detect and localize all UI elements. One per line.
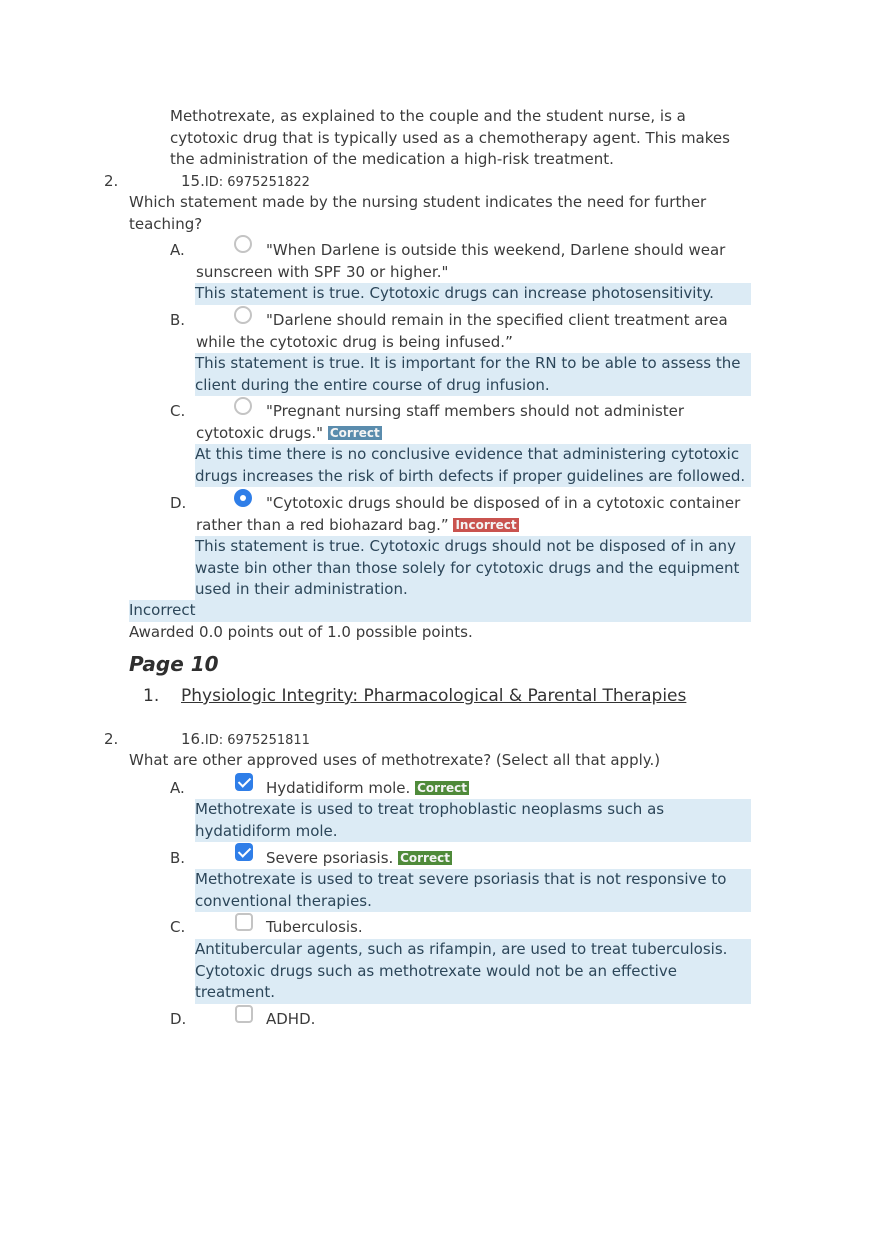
feedback-line: Antitubercular agents, such as rifampin, are used to treat tuberculosis. <box>195 940 728 958</box>
feedback-line: At this time there is no conclusive evidence that administering cytotoxic <box>195 445 740 463</box>
feedback-line: treatment. <box>195 983 276 1001</box>
option-text-line: rather than a red biohazard bag.” <box>196 515 449 534</box>
option-letter: B. <box>170 849 186 867</box>
option-text-line: while the cytotoxic drug is being infused.” <box>196 332 513 351</box>
feedback-line: Methotrexate is used to treat severe psoriasis that is not responsive to <box>195 870 727 888</box>
q15-id: ID: 6975251822 <box>204 175 310 190</box>
option-b-feedback <box>195 353 751 396</box>
option-b-text <box>266 848 452 870</box>
option-letter: C. <box>170 918 186 936</box>
feedback-line: drugs increases the risk of birth defects if proper guidelines are followed. <box>195 466 746 485</box>
feedback-line: used in their administration. <box>195 580 408 598</box>
q15-list-number: 2. <box>104 172 119 190</box>
correct-badge: Correct <box>400 851 450 865</box>
incorrect-badge: Incorrect <box>455 517 517 532</box>
feedback-line: This statement is true. Cytotoxic drugs should not be disposed of in any <box>195 537 736 555</box>
option-b-text <box>196 310 728 353</box>
option-letter: C. <box>170 402 186 420</box>
intro-line: the administration of the medication a high-risk treatment. <box>170 150 614 168</box>
option-a-feedback <box>195 799 751 842</box>
option-a-checkbox-checked[interactable] <box>235 773 253 791</box>
option-c-feedback <box>195 939 751 1004</box>
option-a-feedback <box>195 283 751 305</box>
q15-stem <box>129 192 706 235</box>
q15-result: Incorrect <box>129 600 751 622</box>
option-a-text <box>196 240 725 283</box>
q16-qnum: 16. <box>181 730 205 748</box>
intro-paragraph <box>170 106 730 171</box>
feedback-line: This statement is true. It is important for the RN to be able to assess the <box>195 354 741 372</box>
correct-badge: Correct <box>417 781 467 795</box>
q15-number <box>181 171 310 194</box>
option-c-feedback <box>195 444 751 487</box>
intro-line: Methotrexate, as explained to the couple and the student nurse, is a <box>170 107 686 125</box>
option-text: Hydatidiform mole. <box>266 779 411 797</box>
option-c-text <box>196 401 684 444</box>
section-number: 1. <box>143 686 160 706</box>
feedback-line: Cytotoxic drugs such as methotrexate would not be an effective <box>195 961 677 980</box>
feedback-line: conventional therapies. <box>195 891 372 910</box>
q15-stem-line: teaching? <box>129 214 203 233</box>
intro-line: cytotoxic drug that is typically used as a chemotherapy agent. This makes <box>170 128 730 147</box>
feedback-line: waste bin other than those solely for cytotoxic drugs and the equipment <box>195 558 740 577</box>
feedback-line: client during the entire course of drug infusion. <box>195 375 550 394</box>
q16-list-number: 2. <box>104 730 119 748</box>
option-text-line: "When Darlene is outside this weekend, Darlene should wear <box>266 241 726 259</box>
q15-points: Awarded 0.0 points out of 1.0 possible points. <box>129 623 473 641</box>
option-b-feedback <box>195 869 751 912</box>
option-letter: A. <box>170 779 185 797</box>
q16-number <box>181 729 310 752</box>
option-text-line: "Cytotoxic drugs should be disposed of in a cytotoxic container <box>266 494 741 512</box>
q16-stem: What are other approved uses of methotrexate? (Select all that apply.) <box>129 751 661 769</box>
option-text-line: "Pregnant nursing staff members should not administer <box>266 402 685 420</box>
option-b-checkbox-checked[interactable] <box>235 843 253 861</box>
section-title: Physiologic Integrity: Pharmacological & Parental Therapies <box>181 686 687 706</box>
page-heading: Page 10 <box>129 652 219 676</box>
option-d-text <box>196 493 740 536</box>
option-letter: B. <box>170 311 186 329</box>
option-d-checkbox[interactable] <box>235 1005 253 1023</box>
option-d-feedback <box>195 536 751 601</box>
q15-qnum: 15. <box>181 172 205 190</box>
option-text-line: cytotoxic drugs." <box>196 423 324 442</box>
q15-stem-line: Which statement made by the nursing student indicates the need for further <box>129 193 707 211</box>
option-d-text: ADHD. <box>266 1010 316 1028</box>
option-c-checkbox[interactable] <box>235 913 253 931</box>
option-text-line: sunscreen with SPF 30 or higher." <box>196 262 449 281</box>
option-letter: D. <box>170 494 187 512</box>
feedback-line: hydatidiform mole. <box>195 821 338 840</box>
option-c-text: Tuberculosis. <box>266 918 363 936</box>
correct-badge: Correct <box>329 425 380 440</box>
option-a-text <box>266 778 469 800</box>
feedback-line: This statement is true. Cytotoxic drugs can increase photosensitivity. <box>195 284 714 302</box>
feedback-line: Methotrexate is used to treat trophoblastic neoplasms such as <box>195 800 665 818</box>
option-text: Severe psoriasis. <box>266 849 394 867</box>
option-letter: A. <box>170 241 185 259</box>
option-text-line: "Darlene should remain in the specified client treatment area <box>266 311 728 329</box>
option-letter: D. <box>170 1010 187 1028</box>
q16-id: ID: 6975251811 <box>204 733 310 748</box>
